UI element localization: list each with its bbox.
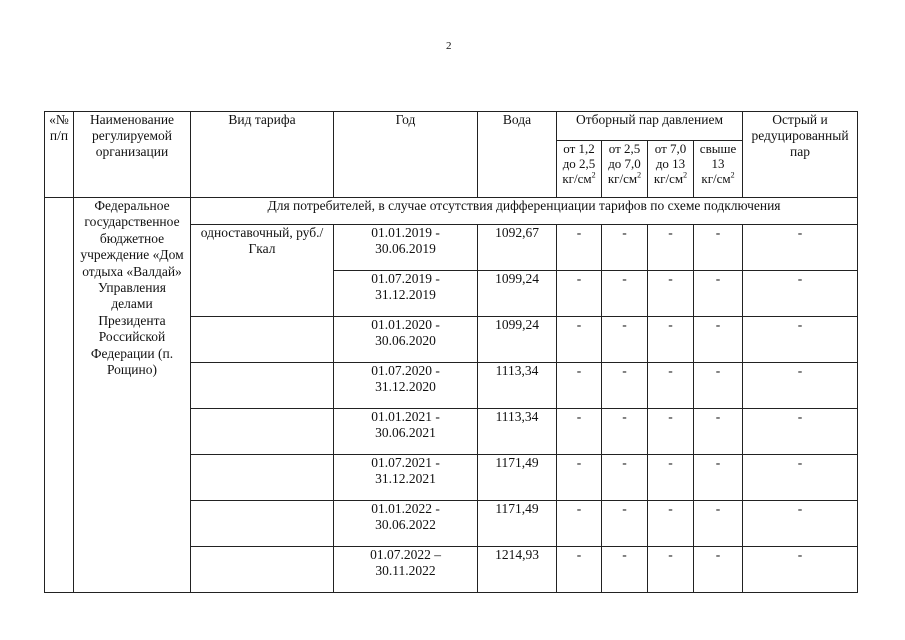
superscript: 2 <box>591 170 596 180</box>
superscript: 2 <box>637 170 642 180</box>
period-cell <box>334 271 478 317</box>
steam-value: - <box>648 271 694 317</box>
subheader-line: кг/см <box>562 171 592 186</box>
steam-value: - <box>557 409 602 455</box>
water-value: 1214,93 <box>478 547 557 593</box>
page-number: 2 <box>446 40 452 52</box>
header-steam-1-2-5 <box>557 141 602 198</box>
steam-value: - <box>557 547 602 593</box>
period-cell <box>334 409 478 455</box>
period-cell <box>334 363 478 409</box>
steam-value: - <box>602 409 648 455</box>
period-start: 01.07.2022 – <box>370 547 441 562</box>
header-row <box>45 112 858 141</box>
steam-value: - <box>557 501 602 547</box>
steam-value: - <box>694 409 743 455</box>
organization-name: Федеральное государственное бюджетное учреждение «Дом отдыха «Валдай» Управления делами Президента Российской Федерации (п. Рощино) <box>74 198 191 593</box>
sharp-steam-value: - <box>743 363 858 409</box>
water-value: 1099,24 <box>478 271 557 317</box>
period-start: 01.01.2019 - <box>371 225 440 240</box>
period-cell <box>334 225 478 271</box>
subheader-line: до 2,5 <box>562 156 596 171</box>
water-value: 1171,49 <box>478 501 557 547</box>
tariff-name: одноставочный, руб./Гкал <box>191 225 334 317</box>
steam-value: - <box>694 455 743 501</box>
header-water: Вода <box>478 112 557 198</box>
subheader-line: кг/см <box>653 171 684 186</box>
header-organization: Наименование регулируемой организации <box>74 112 191 198</box>
header-num: «№ п/п <box>45 112 74 198</box>
subheader-line: от 1,2 <box>563 141 595 156</box>
period-cell <box>334 455 478 501</box>
subheader-line: от 2,5 <box>608 141 641 156</box>
steam-value: - <box>557 317 602 363</box>
tariff-table <box>44 111 858 593</box>
period-start: 01.01.2020 - <box>371 317 440 332</box>
sharp-steam-value: - <box>743 225 858 271</box>
period-end: 30.11.2022 <box>375 563 436 578</box>
section-title: Для потребителей, в случае отсутствия дифференциации тарифов по схеме подключения <box>191 198 858 225</box>
tariff-type-cell <box>191 455 334 501</box>
period-start: 01.07.2019 - <box>371 271 440 286</box>
steam-value: - <box>694 271 743 317</box>
header-steam-7-13 <box>648 141 694 198</box>
superscript: 2 <box>730 170 735 180</box>
tariff-type-cell <box>191 363 334 409</box>
steam-value: - <box>694 225 743 271</box>
steam-value: - <box>602 363 648 409</box>
steam-value: - <box>557 455 602 501</box>
tariff-type-cell <box>191 409 334 455</box>
tariff-type-cell <box>191 547 334 593</box>
tariff-type-cell <box>191 317 334 363</box>
header-tariff-type: Вид тарифа <box>191 112 334 198</box>
header-steam: Отборный пар давлением <box>557 112 743 141</box>
steam-value: - <box>602 547 648 593</box>
sharp-steam-value: - <box>743 271 858 317</box>
steam-value: - <box>648 409 694 455</box>
sharp-steam-value: - <box>743 455 858 501</box>
subheader-line: до 7,0 <box>608 156 641 171</box>
period-end: 30.06.2022 <box>375 517 436 532</box>
header-steam-2-5-7 <box>602 141 648 198</box>
period-end: 31.12.2019 <box>375 287 436 302</box>
subheader-line: кг/см <box>701 171 731 186</box>
steam-value: - <box>602 271 648 317</box>
sharp-steam-value: - <box>743 501 858 547</box>
superscript: 2 <box>683 170 688 180</box>
tariff-type-cell <box>191 501 334 547</box>
water-value: 1113,34 <box>478 363 557 409</box>
period-end: 31.12.2020 <box>375 379 436 394</box>
section-row <box>45 198 858 225</box>
subheader-line: 13 <box>711 156 725 171</box>
water-value: 1171,49 <box>478 455 557 501</box>
steam-value: - <box>694 547 743 593</box>
period-start: 01.01.2022 - <box>371 501 440 516</box>
subheader-line: от 7,0 <box>654 141 687 156</box>
steam-value: - <box>602 455 648 501</box>
steam-value: - <box>648 547 694 593</box>
water-value: 1113,34 <box>478 409 557 455</box>
period-start: 01.01.2021 - <box>371 409 440 424</box>
steam-value: - <box>648 363 694 409</box>
steam-value: - <box>648 225 694 271</box>
sharp-steam-value: - <box>743 409 858 455</box>
period-start: 01.07.2020 - <box>371 363 440 378</box>
sharp-steam-value: - <box>743 547 858 593</box>
header-year: Год <box>334 112 478 198</box>
period-end: 30.06.2021 <box>375 425 436 440</box>
period-cell <box>334 547 478 593</box>
row-number-cell <box>45 198 74 593</box>
period-end: 30.06.2019 <box>375 241 436 256</box>
steam-value: - <box>648 455 694 501</box>
sharp-steam-value: - <box>743 317 858 363</box>
steam-value: - <box>557 271 602 317</box>
period-cell <box>334 317 478 363</box>
steam-value: - <box>694 317 743 363</box>
period-end: 30.06.2020 <box>375 333 436 348</box>
header-sharp-steam: Острый и редуцированный пар <box>743 112 858 198</box>
steam-value: - <box>557 225 602 271</box>
water-value: 1092,67 <box>478 225 557 271</box>
period-start: 01.07.2021 - <box>371 455 440 470</box>
header-steam-over-13 <box>694 141 743 198</box>
steam-value: - <box>648 317 694 363</box>
steam-value: - <box>602 501 648 547</box>
period-end: 31.12.2021 <box>375 471 436 486</box>
subheader-line: до 13 <box>655 156 686 171</box>
water-value: 1099,24 <box>478 317 557 363</box>
steam-value: - <box>602 225 648 271</box>
steam-value: - <box>648 501 694 547</box>
steam-value: - <box>694 501 743 547</box>
steam-value: - <box>602 317 648 363</box>
steam-value: - <box>694 363 743 409</box>
period-cell <box>334 501 478 547</box>
steam-value: - <box>557 363 602 409</box>
subheader-line: кг/см <box>607 171 638 186</box>
subheader-line: свыше <box>699 141 737 156</box>
